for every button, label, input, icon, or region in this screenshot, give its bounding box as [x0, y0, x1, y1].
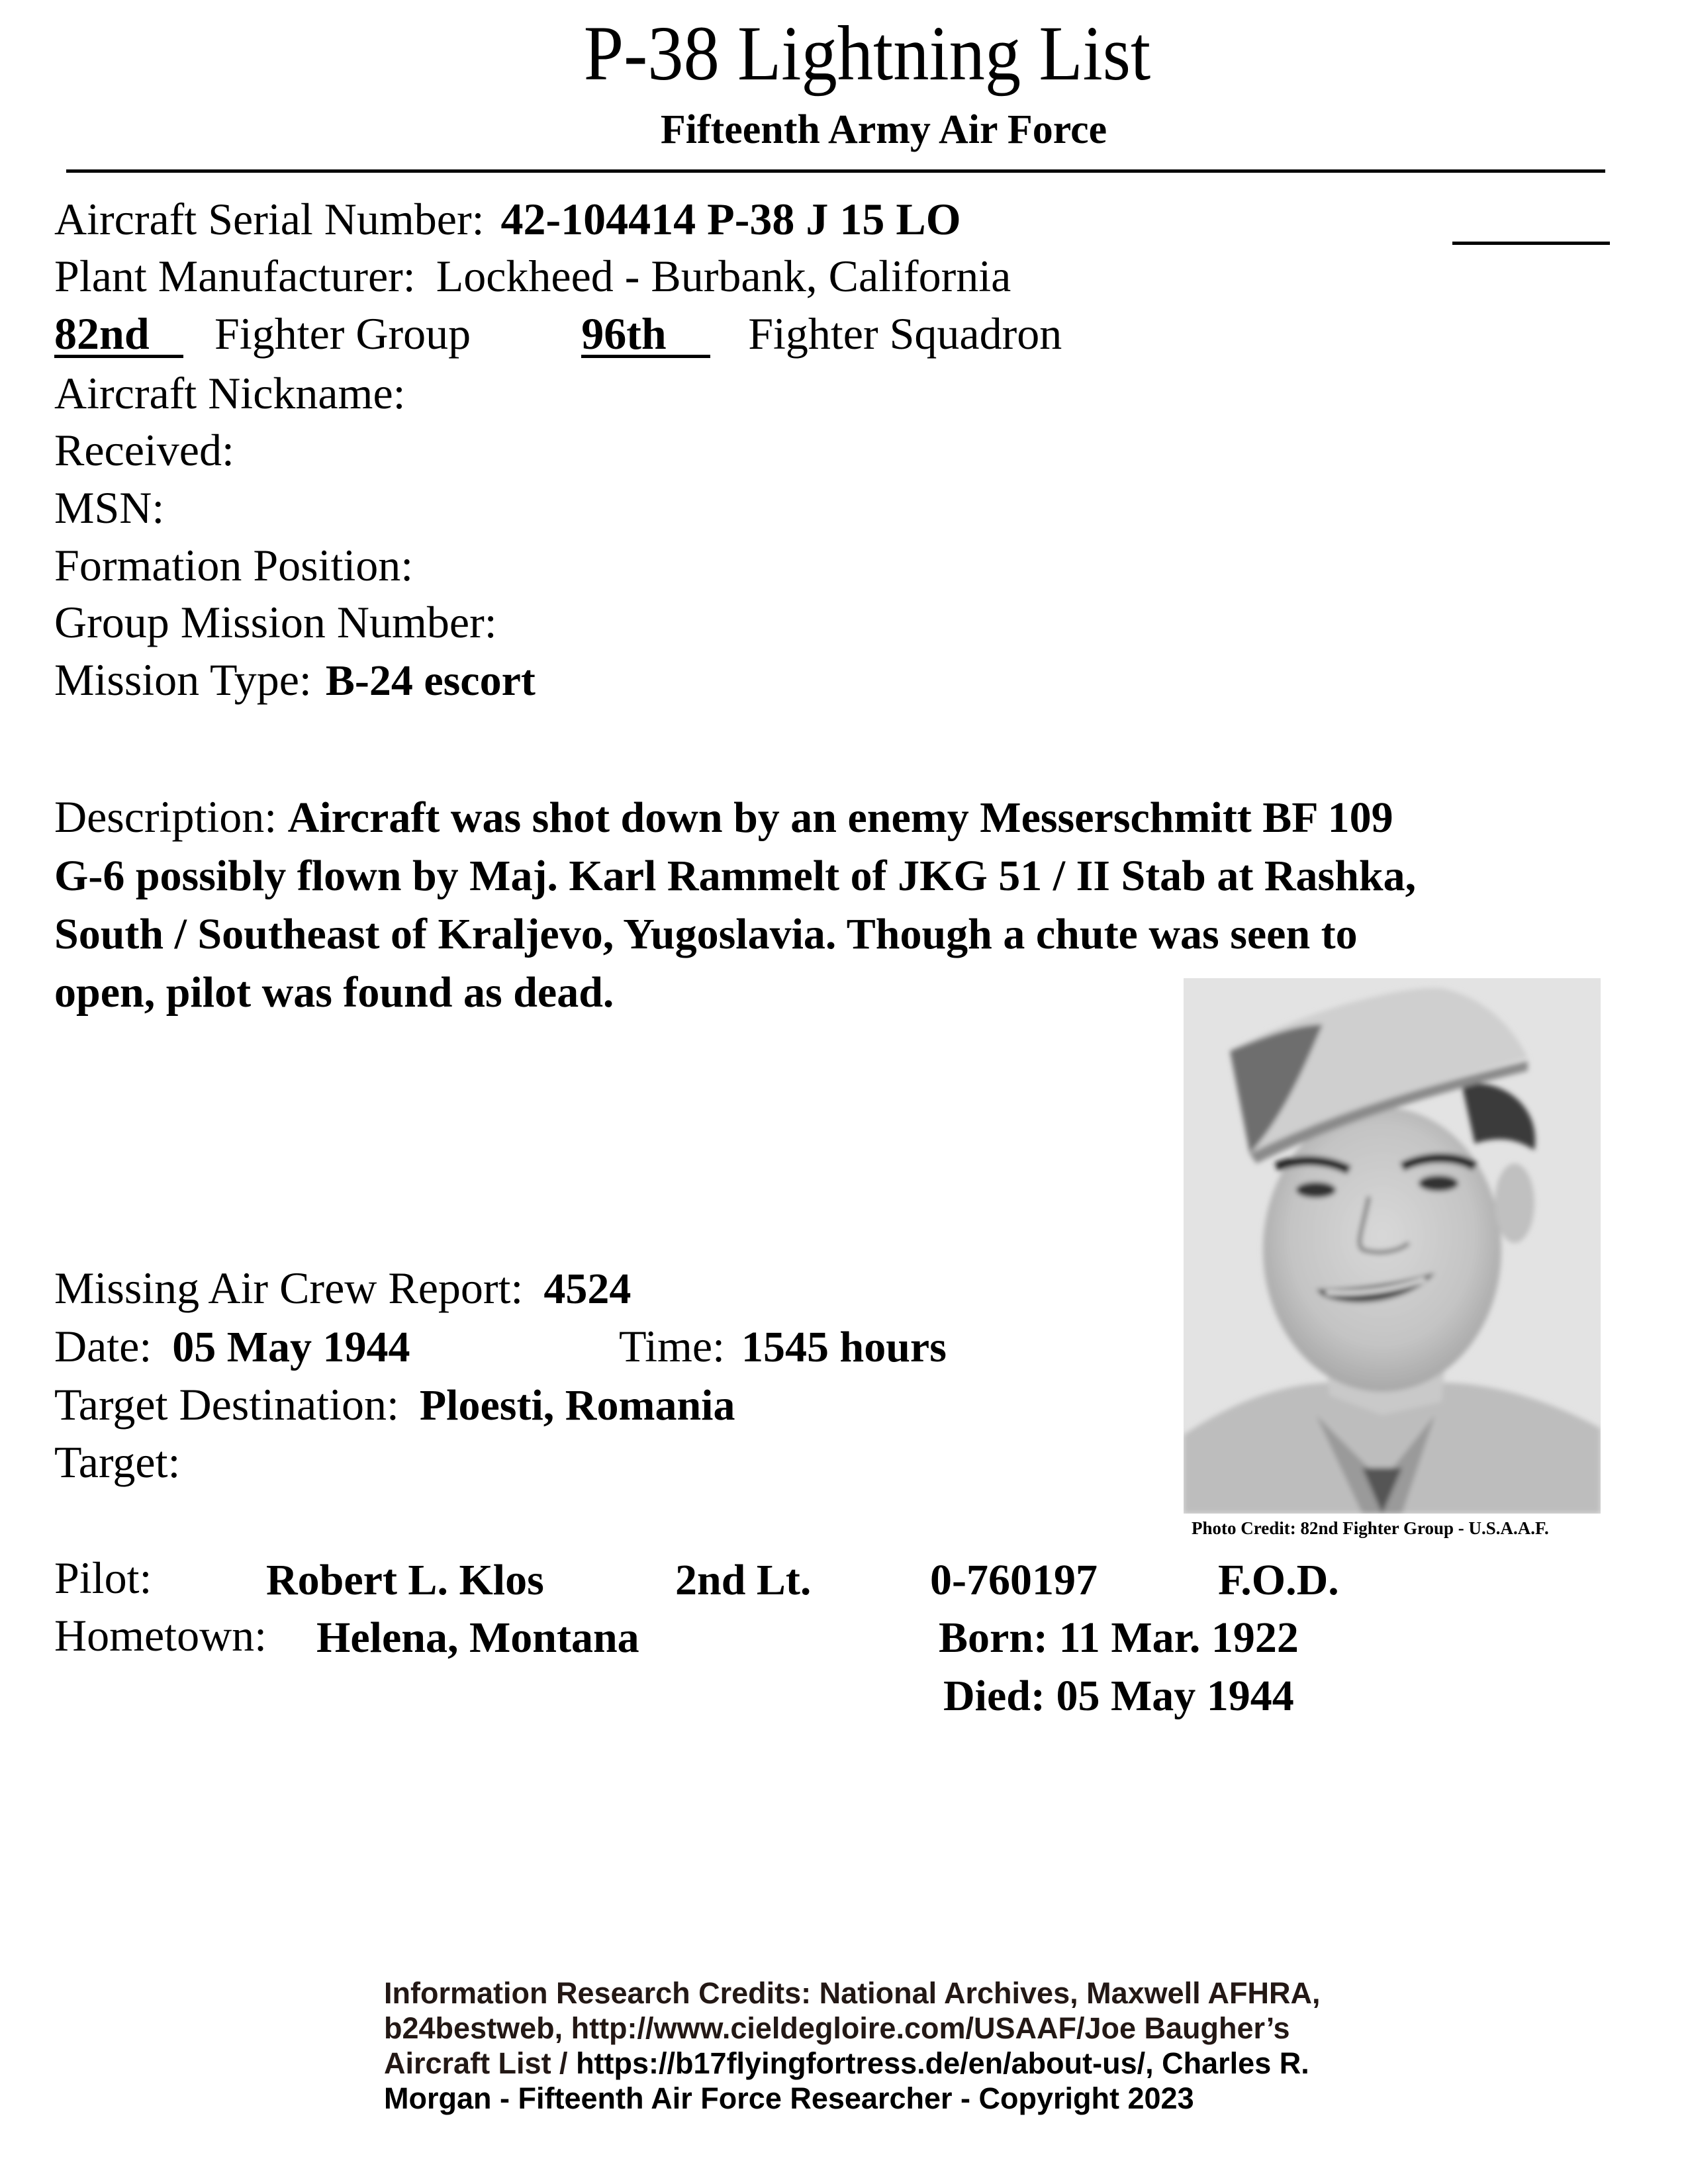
nickname-label: Aircraft Nickname:: [54, 368, 406, 418]
mission-type-value: B-24 escort: [325, 657, 536, 705]
field-target: [54, 1437, 181, 1487]
field-target-destination: [54, 1379, 735, 1430]
macr-value: 4524: [543, 1265, 632, 1313]
group-mission-label: Group Mission Number:: [54, 597, 497, 647]
serial-label: Aircraft Serial Number:: [54, 194, 485, 244]
hometown-value: Helena, Montana: [316, 1614, 639, 1662]
time-value: 1545 hours: [741, 1323, 947, 1371]
description-line-2: G-6 possibly flown by Maj. Karl Rammelt of JKG 51 / II Stab at Rashka,: [54, 852, 1417, 900]
field-msn: [54, 482, 165, 533]
pilot-status: F.O.D.: [1218, 1556, 1339, 1604]
mission-type-label: Mission Type:: [54, 655, 312, 705]
credits-line-3b: https://b17flyingfortress.de/en/about-us/, Charles R.: [576, 2046, 1309, 2080]
field-serial-number: [54, 194, 961, 244]
field-date: [54, 1321, 410, 1371]
macr-label: Missing Air Crew Report:: [54, 1263, 524, 1313]
manufacturer-value: Lockheed - Burbank, California: [436, 251, 1011, 301]
pilot-rank: 2nd Lt.: [675, 1556, 812, 1604]
description-line-3: South / Southeast of Kraljevo, Yugoslavia. Though a chute was seen to: [54, 910, 1358, 958]
field-mission-type: [54, 657, 536, 703]
squadron-value: 96th: [581, 313, 710, 358]
blank-underline: [1452, 242, 1610, 245]
credits-line-1: Information Research Credits: National Archives, Maxwell AFHRA,: [384, 1976, 1321, 2010]
manufacturer-label: Plant Manufacturer:: [54, 251, 416, 301]
pilot-born: Born: 11 Mar. 1922: [939, 1614, 1299, 1662]
msn-label: MSN:: [54, 482, 165, 533]
field-group-squadron: [54, 308, 1062, 359]
page-subtitle: Fifteenth Army Air Force: [660, 107, 1107, 152]
pilot-name: Robert L. Klos: [266, 1556, 544, 1604]
description-line-1: Aircraft was shot down by an enemy Messerschmitt BF 109: [287, 794, 1393, 842]
group-label: Fighter Group: [214, 308, 471, 359]
header-divider: [66, 169, 1605, 173]
field-time: [619, 1321, 947, 1371]
target-label: Target:: [54, 1437, 181, 1487]
received-label: Received:: [54, 425, 234, 475]
pilot-photo: [1184, 978, 1601, 1514]
portrait-image: [1184, 978, 1601, 1514]
time-label: Time:: [619, 1321, 726, 1371]
page-title: P-38 Lightning List: [583, 10, 1151, 97]
pilot-died: Died: 05 May 1944: [943, 1672, 1294, 1720]
pilot-label: Pilot:: [54, 1553, 152, 1603]
credits-line-3a: Aircraft List /: [384, 2046, 577, 2080]
field-macr: [54, 1265, 631, 1311]
field-formation-position: [54, 540, 414, 590]
description-label: Description:: [54, 792, 277, 842]
credits-line-3: [384, 2046, 1321, 2081]
pilot-serial: 0-760197: [930, 1556, 1098, 1604]
hometown-label: Hometown:: [54, 1610, 267, 1661]
field-group-mission-number: [54, 597, 497, 647]
target-destination-value: Ploesti, Romania: [419, 1381, 735, 1430]
description-line-4: open, pilot was found as dead.: [54, 968, 614, 1017]
date-value: 05 May 1944: [172, 1323, 410, 1371]
target-destination-label: Target Destination:: [54, 1379, 399, 1430]
research-credits: [384, 1976, 1321, 2116]
field-nickname: [54, 368, 406, 418]
formation-label: Formation Position:: [54, 540, 414, 590]
field-manufacturer: [54, 251, 1011, 301]
credits-line-2: b24bestweb, http://www.cieldegloire.com/USAAF/Joe Baugher’s: [384, 2011, 1290, 2045]
serial-value: 42-104414 P-38 J 15 LO: [500, 194, 961, 244]
field-received: [54, 425, 234, 475]
squadron-label: Fighter Squadron: [748, 308, 1062, 359]
group-value: 82nd: [54, 313, 183, 358]
credits-line-4: Morgan - Fifteenth Air Force Researcher - Copyright 2023: [384, 2081, 1194, 2115]
photo-credit: Photo Credit: 82nd Fighter Group - U.S.A.A.F.: [1192, 1518, 1549, 1538]
date-label: Date:: [54, 1321, 152, 1371]
